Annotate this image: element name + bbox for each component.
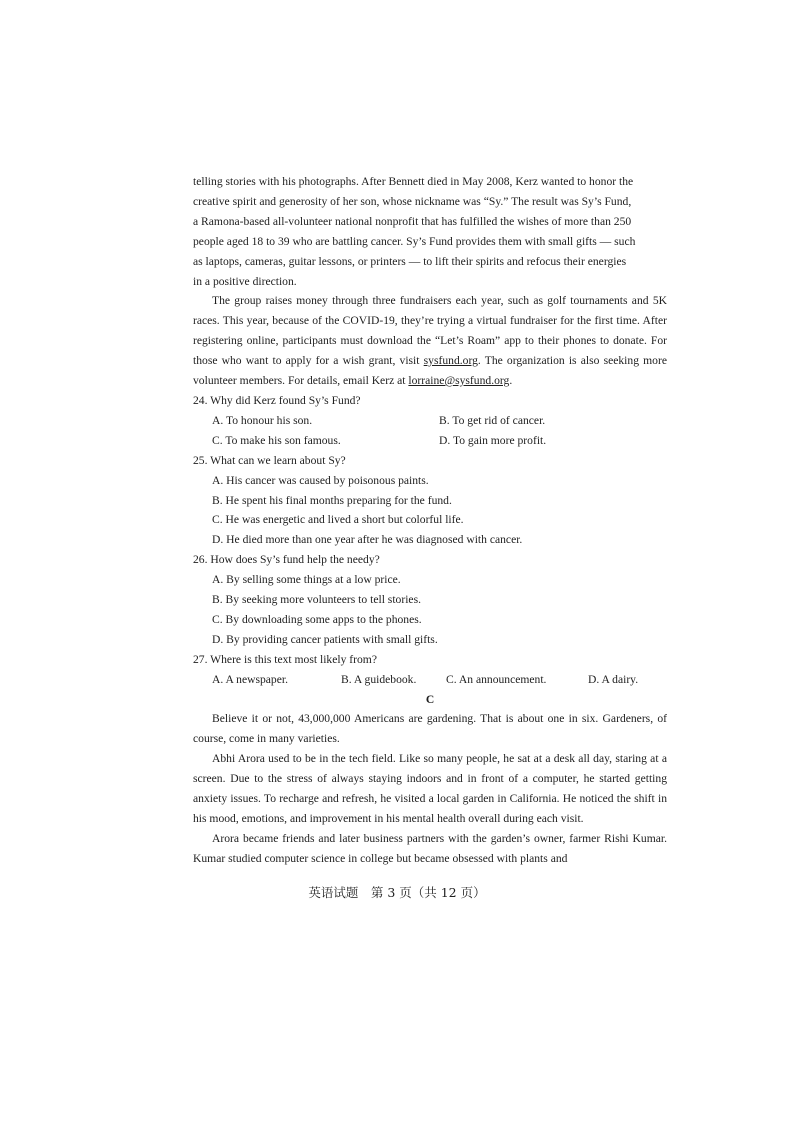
option-d: D. A dairy. <box>588 672 639 686</box>
question-27-stem: 27. Where is this text most likely from? <box>193 652 377 666</box>
option-a: A. A newspaper. <box>212 672 288 686</box>
option-a: A. To honour his son. <box>212 413 313 427</box>
passage-c-title: C <box>425 692 435 706</box>
text-line: in a positive direction. <box>193 274 297 288</box>
paragraph-text: . The organization is also seeking more volunteer members. For details, email Kerz at <box>193 354 667 388</box>
paragraph-text: . <box>509 374 513 388</box>
question-24-options-row-2 <box>193 431 667 451</box>
option-b: B. To get rid of cancer. <box>439 413 546 427</box>
question-27-options <box>193 670 667 690</box>
text-line: as laptops, cameras, guitar lessons, or printers — to lift their spirits and refocus their energies <box>193 254 627 268</box>
option-a: A. His cancer was caused by poisonous paints. <box>212 473 429 487</box>
question-24-stem: 24. Why did Kerz found Sy’s Fund? <box>193 393 361 407</box>
question-25-options <box>193 471 667 551</box>
option-c: C. An announcement. <box>446 672 547 686</box>
passage-c-paragraph-1: Believe it or not, 43,000,000 Americans are gardening. That is about one in six. Gardeners, of course, come in many varieties. <box>193 712 667 746</box>
passage-b-paragraph-2 <box>193 291 667 391</box>
option-a: A. By selling some things at a low price. <box>212 573 401 587</box>
text-line: telling stories with his photographs. After Bennett died in May 2008, Kerz wanted to honor the <box>193 175 634 188</box>
question-26-stem: 26. How does Sy’s fund help the needy? <box>193 553 380 567</box>
passage-c-paragraph-3: Arora became friends and later business partners with the garden’s owner, farmer Rishi Kumar. Kumar studied computer science in college but became obsessed with plants and <box>193 831 667 865</box>
option-b: B. He spent his final months preparing for the fund. <box>212 493 452 507</box>
option-c: C. To make his son famous. <box>212 433 341 447</box>
option-d: D. By providing cancer patients with small gifts. <box>212 632 438 646</box>
page-footer: 英语试题 第 3 页（共 12 页） <box>308 885 486 900</box>
page-content <box>193 172 667 869</box>
option-d: D. He died more than one year after he was diagnosed with cancer. <box>212 533 523 547</box>
passage-c-paragraph-2: Abhi Arora used to be in the tech field. Like so many people, he sat at a desk all day, staring at a screen. Due to the stress of always staying indoors and in front of a computer, he started getting anxiety issues. To recharge and refresh, he visited a local garden in California. He noticed the shift in his mood, emotions, and improvement in his mental health overall during each visit. <box>193 752 667 825</box>
passage-b-paragraph-1 <box>193 172 667 291</box>
question-25-stem: 25. What can we learn about Sy? <box>193 453 346 467</box>
option-c: C. He was energetic and lived a short but colorful life. <box>212 513 464 527</box>
text-line: creative spirit and generosity of her son, whose nickname was “Sy.” The result was Sy’s Fund, <box>193 194 632 208</box>
option-c: C. By downloading some apps to the phones. <box>212 612 422 626</box>
website-link[interactable]: sysfund.org <box>423 354 478 368</box>
option-b: B. A guidebook. <box>341 672 417 686</box>
option-d: D. To gain more profit. <box>439 433 547 447</box>
option-b: B. By seeking more volunteers to tell stories. <box>212 593 421 607</box>
text-line: a Ramona-based all-volunteer national nonprofit that has fulfilled the wishes of more than 250 <box>193 214 632 228</box>
email-link[interactable]: lorraine@sysfund.org <box>408 374 510 388</box>
question-24-options-row-1 <box>193 411 667 431</box>
text-line: people aged 18 to 39 who are battling cancer. Sy’s Fund provides them with small gifts — such <box>193 234 636 248</box>
question-26-options <box>193 570 667 650</box>
paragraph-text: The group raises money through three fundraisers each year, such as golf tournaments and 5K races. This year, because of the COVID-19, they’re trying a virtual fundraiser for the first time. After registering online, participants must download the “Let’s Roam” app to their phones to donate. For those who want to apply for a wish grant, visit <box>193 294 667 368</box>
